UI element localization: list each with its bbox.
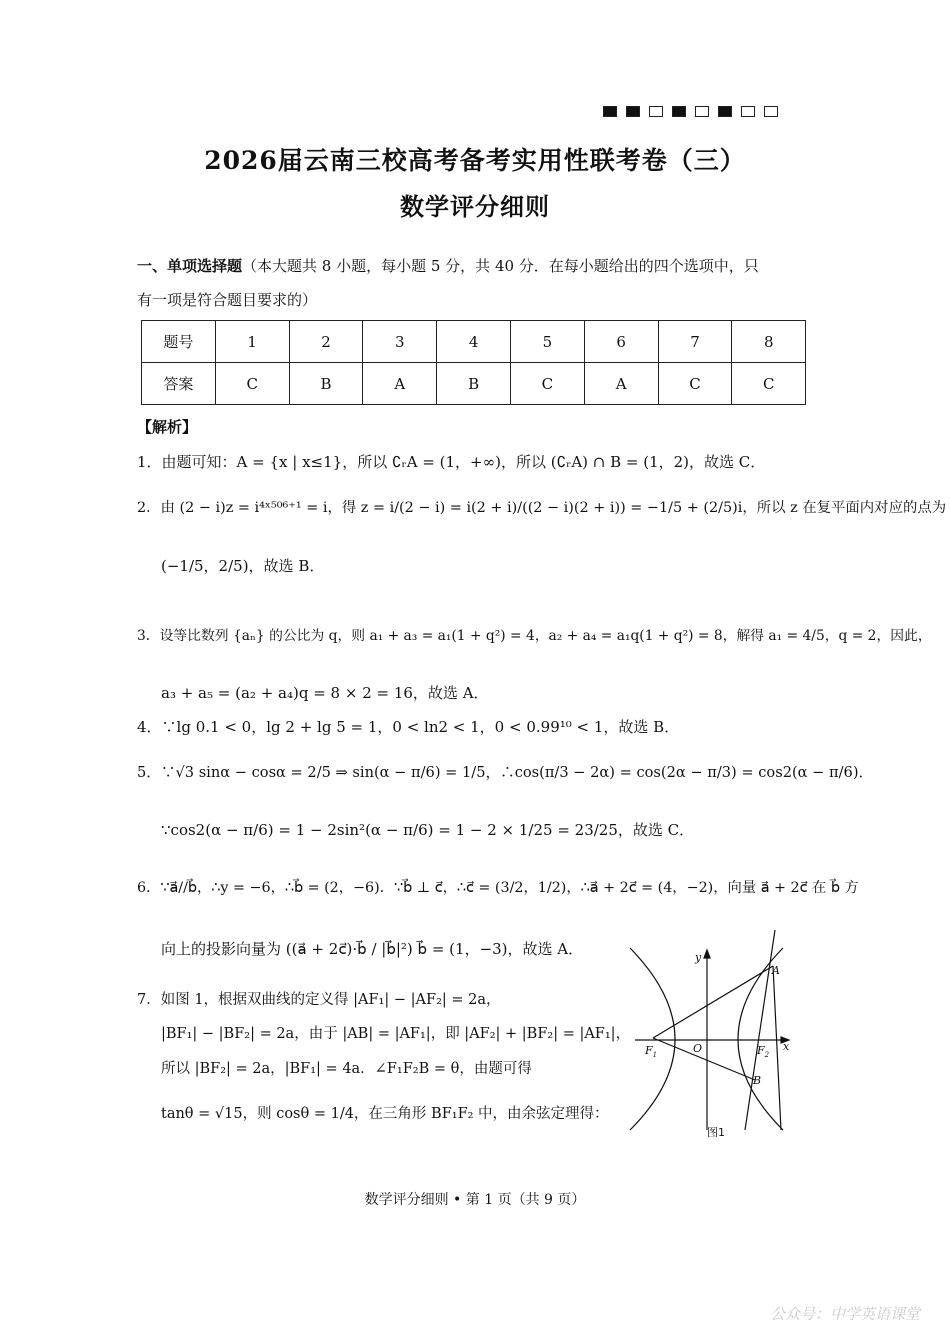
f2-label: $F_2$ [757, 1044, 770, 1059]
y-label: y [695, 951, 702, 964]
table-header-cell: 题号 [142, 321, 216, 363]
table-cell: B [289, 363, 363, 405]
solution-3: 3．设等比数列 {aₙ} 的公比为 q，则 a₁ + a₃ = a₁(1 + q²) = 4，a₂ + a₄ = a₁q(1 + q²) = 8，解得 a₁ = 4/5，q = 2，因此， [137, 628, 932, 644]
solution-4: 4．∵lg 0.1 < 0，lg 2 + lg 5 = 1，0 < ln2 < 1，0 < 0.99¹⁰ < 1，故选 B． [137, 718, 680, 736]
line-f1-a [653, 966, 773, 1038]
page-footer: 数学评分细则 • 第 1 页（共 9 页） [364, 1192, 586, 1208]
section-title: 一、单项选择题 [137, 257, 243, 275]
line-ab [745, 930, 775, 1130]
table-cell: B [437, 363, 511, 405]
section-description: （本大题共 8 小题，每小题 5 分，共 40 分．在每小题给出的四个选项中，只 [242, 257, 759, 275]
solution-7-cont: 所以 |BF₂| = 2a，|BF₁| = 4a．∠F₁F₂B = θ，由题可得 [161, 1061, 532, 1077]
f1-label: $F_1$ [645, 1044, 658, 1059]
hyperbola-figure [625, 930, 820, 1140]
header-mark [626, 106, 640, 117]
table-cell: 3 [363, 321, 437, 363]
x-label: x [783, 1040, 790, 1053]
header-mark [718, 106, 732, 117]
table-cell: C [215, 363, 289, 405]
header-marks [603, 106, 778, 117]
table-cell: A [363, 363, 437, 405]
header-mark [649, 106, 663, 117]
table-cell: A [584, 363, 658, 405]
solution-2: 2．由 (2 − i)z = i⁴ˣ⁵⁰⁶⁺¹ = i，得 z = i/(2 − i) = i(2 + i)/((2 − i)(2 + i)) = −1/5 + (2/5)i，所以 z 在复平面内对应的点为 [137, 500, 947, 516]
header-mark [603, 106, 617, 117]
header-mark [672, 106, 686, 117]
solution-2-cont: (−1/5，2/5)，故选 B． [161, 557, 325, 575]
page-title: 2026届云南三校高考备考实用性联考卷（三） [204, 146, 746, 175]
table-cell: 8 [732, 321, 806, 363]
table-cell: 7 [658, 321, 732, 363]
solution-6-cont: 向上的投影向量为 ((a⃗ + 2c⃗)·b⃗ / |b⃗|²) b⃗ = (1，−3)，故选 A． [161, 940, 584, 958]
solution-3-cont: a₃ + a₅ = (a₂ + a₄)q = 8 × 2 = 16，故选 A． [161, 684, 489, 702]
header-mark [741, 106, 755, 117]
header-mark [695, 106, 709, 117]
header-mark [764, 106, 778, 117]
watermark: 公众号：中学英语课堂 [769, 1305, 920, 1323]
origin-label: O [693, 1042, 703, 1055]
table-cell: 4 [437, 321, 511, 363]
table-header-cell: 答案 [142, 363, 216, 405]
point-b-label: B [753, 1074, 762, 1087]
solution-7-cont: |BF₁| − |BF₂| = 2a，由于 |AB| = |AF₁|，即 |AF₂| + |BF₂| = |AF₁|， [161, 1026, 631, 1042]
point-a-label: A [772, 964, 780, 977]
figure-caption: 图1 [707, 1126, 725, 1139]
table-cell: C [510, 363, 584, 405]
y-axis-arrow [704, 950, 710, 958]
table-cell: 6 [584, 321, 658, 363]
table-cell: 2 [289, 321, 363, 363]
solution-7: 7．如图 1，根据双曲线的定义得 |AF₁| − |AF₂| = 2a， [137, 992, 501, 1008]
section-heading [137, 249, 817, 283]
solution-5: 5．∵√3 sinα − cosα = 2/5 ⇒ sin(α − π/6) = 1/5，∴cos(π/3 − 2α) = cos(2α − π/3) = cos2(α − π/6)． [137, 764, 874, 781]
solution-5-cont: ∵cos2(α − π/6) = 1 − 2sin²(α − π/6) = 1 − 2 × 1/25 = 23/25，故选 C． [161, 821, 695, 839]
page-subtitle: 数学评分细则 [400, 192, 550, 221]
answer-table [141, 320, 806, 405]
table-row [142, 363, 806, 405]
hyperbola-left-branch [630, 948, 675, 1130]
table-cell: C [732, 363, 806, 405]
table-cell: 5 [510, 321, 584, 363]
table-cell: 1 [215, 321, 289, 363]
solution-6: 6．∵a⃗//b⃗，∴y = −6，∴b⃗ = (2，−6)．∵b⃗ ⊥ c⃗，∴c⃗ = (3/2，1/2)，∴a⃗ + 2c⃗ = (4，−2)，向量 a⃗ + 2c⃗ 在 b⃗ 方 [137, 880, 859, 896]
line-a [773, 966, 781, 1130]
solution-7-cont: tanθ = √15，则 cosθ = 1/4，在三角形 BF₁F₂ 中，由余弦定理得： [161, 1106, 609, 1122]
table-row [142, 321, 806, 363]
solution-1: 1．由题可知：A = {x | x≤1}，所以 ∁ᵣA = (1，+∞)，所以 (∁ᵣA) ∩ B = (1，2)，故选 C． [137, 453, 766, 471]
analysis-heading: 【解析】 [137, 418, 198, 436]
table-cell: C [658, 363, 732, 405]
section-description-cont: 有一项是符合题目要求的） [137, 291, 318, 309]
